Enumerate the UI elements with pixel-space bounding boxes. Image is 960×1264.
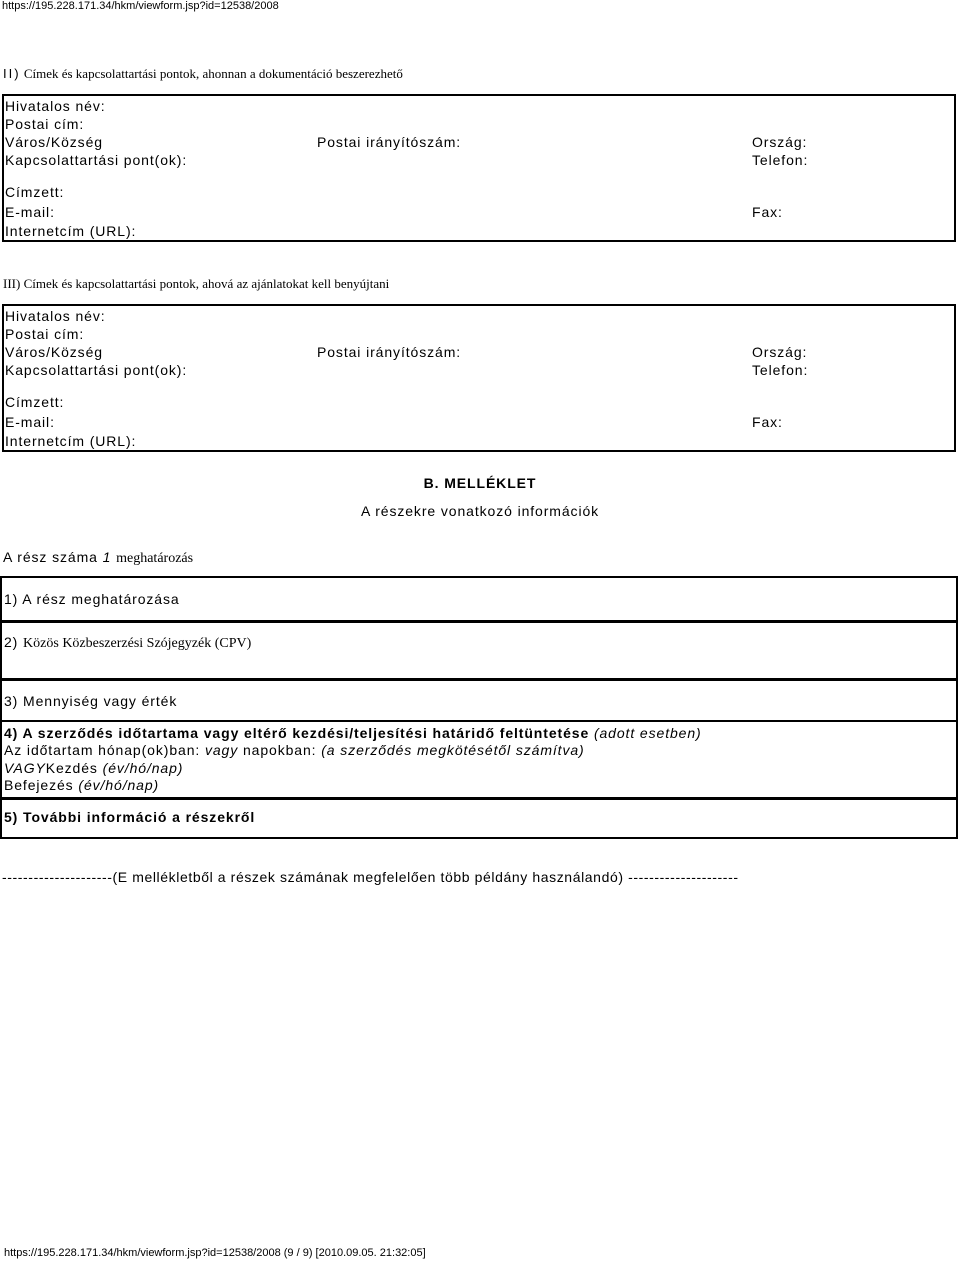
- item-divider: [0, 620, 958, 623]
- item-4-duration-line: [4, 742, 585, 758]
- item-2-number: 2): [4, 634, 19, 650]
- label-internetcim: Internetcím (URL):: [5, 223, 137, 239]
- label-orszag: Ország:: [752, 344, 808, 360]
- item-4-qualifier: (adott esetben): [593, 725, 702, 741]
- end-label: Befejezés: [4, 777, 74, 793]
- label-telefon: Telefon:: [752, 152, 809, 168]
- label-kapcsolattartasi: Kapcsolattartási pont(ok):: [5, 362, 188, 378]
- label-fax: Fax:: [752, 204, 783, 220]
- item-3-quantity: 3) Mennyiség vagy érték: [4, 693, 178, 709]
- label-varos: Város/Község: [5, 134, 103, 150]
- annex-title: B. MELLÉKLET: [423, 475, 537, 491]
- label-iranyitoszam: Postai irányítószám:: [317, 344, 462, 360]
- label-email: E-mail:: [5, 204, 55, 220]
- annex-subtitle: A részekre vonatkozó információk: [360, 503, 600, 519]
- duration-note: (a szerződés megkötésétől számítva): [321, 742, 585, 758]
- label-varos: Város/Község: [5, 344, 103, 360]
- section-3-address-box: [2, 304, 956, 452]
- multiple-copies-note: ---------------------(E mellékletből a részek számának megfelelően több példány használandó) ---------------------: [2, 869, 739, 885]
- item-box-top-border: [0, 576, 958, 578]
- item-1-part-definition: 1) A rész meghatározása: [4, 591, 180, 607]
- duration-or: vagy: [204, 742, 239, 758]
- label-postai-cim: Postai cím:: [5, 116, 85, 132]
- item-4-duration: [4, 725, 702, 741]
- section-3-title: III) Címek és kapcsolattartási pontok, ahová az ajánlatokat kell benyújtani: [3, 276, 390, 291]
- part-number-suffix: meghatározás: [116, 551, 194, 566]
- header-url: https://195.228.171.34/hkm/viewform.jsp?id=12538/2008: [2, 0, 279, 12]
- section-2-title: [3, 66, 403, 82]
- label-postai-cim: Postai cím:: [5, 326, 85, 342]
- item-4-end-line: [4, 777, 159, 793]
- item-divider: [0, 797, 958, 800]
- label-cimzett: Címzett:: [5, 184, 65, 200]
- label-orszag: Ország:: [752, 134, 808, 150]
- section-2-address-box: [2, 94, 956, 242]
- section-2-number: II): [3, 66, 21, 81]
- item-divider: [0, 720, 958, 722]
- start-format: (év/hó/nap): [102, 760, 184, 776]
- part-number-label: A rész száma: [3, 549, 98, 565]
- item-2-text: Közös Közbeszerzési Szójegyzék (CPV): [23, 636, 252, 651]
- section-2-title-text: Címek és kapcsolattartási pontok, ahonnan a dokumentáció beszerezhető: [23, 66, 403, 81]
- item-box-bottom-border: [0, 837, 958, 839]
- end-format: (év/hó/nap): [78, 777, 160, 793]
- label-fax: Fax:: [752, 414, 783, 430]
- item-5-additional-info: 5) További információ a részekről: [4, 809, 256, 825]
- duration-months-label: Az időtartam hónap(ok)ban:: [4, 742, 201, 758]
- item-divider: [0, 678, 958, 681]
- duration-days-label: napokban:: [242, 742, 317, 758]
- part-number-value: 1: [102, 549, 112, 565]
- item-4-start-line: [4, 760, 183, 776]
- label-hivatalos-nev: Hivatalos név:: [5, 98, 106, 114]
- label-hivatalos-nev: Hivatalos név:: [5, 308, 106, 324]
- part-number-line: [3, 549, 193, 567]
- item-4-heading: 4) A szerződés időtartama vagy eltérő kezdési/teljesítési határidő feltüntetése: [4, 725, 590, 741]
- label-telefon: Telefon:: [752, 362, 809, 378]
- label-email: E-mail:: [5, 414, 55, 430]
- item-2-cpv: [4, 634, 251, 652]
- label-cimzett: Címzett:: [5, 394, 65, 410]
- label-internetcim: Internetcím (URL):: [5, 433, 137, 449]
- label-kapcsolattartasi: Kapcsolattartási pont(ok):: [5, 152, 188, 168]
- start-label: Kezdés: [45, 760, 98, 776]
- start-or: VAGY: [4, 760, 46, 776]
- label-iranyitoszam: Postai irányítószám:: [317, 134, 462, 150]
- footer-url: https://195.228.171.34/hkm/viewform.jsp?id=12538/2008 (9 / 9) [2010.09.05. 21:32:05]: [4, 1247, 426, 1259]
